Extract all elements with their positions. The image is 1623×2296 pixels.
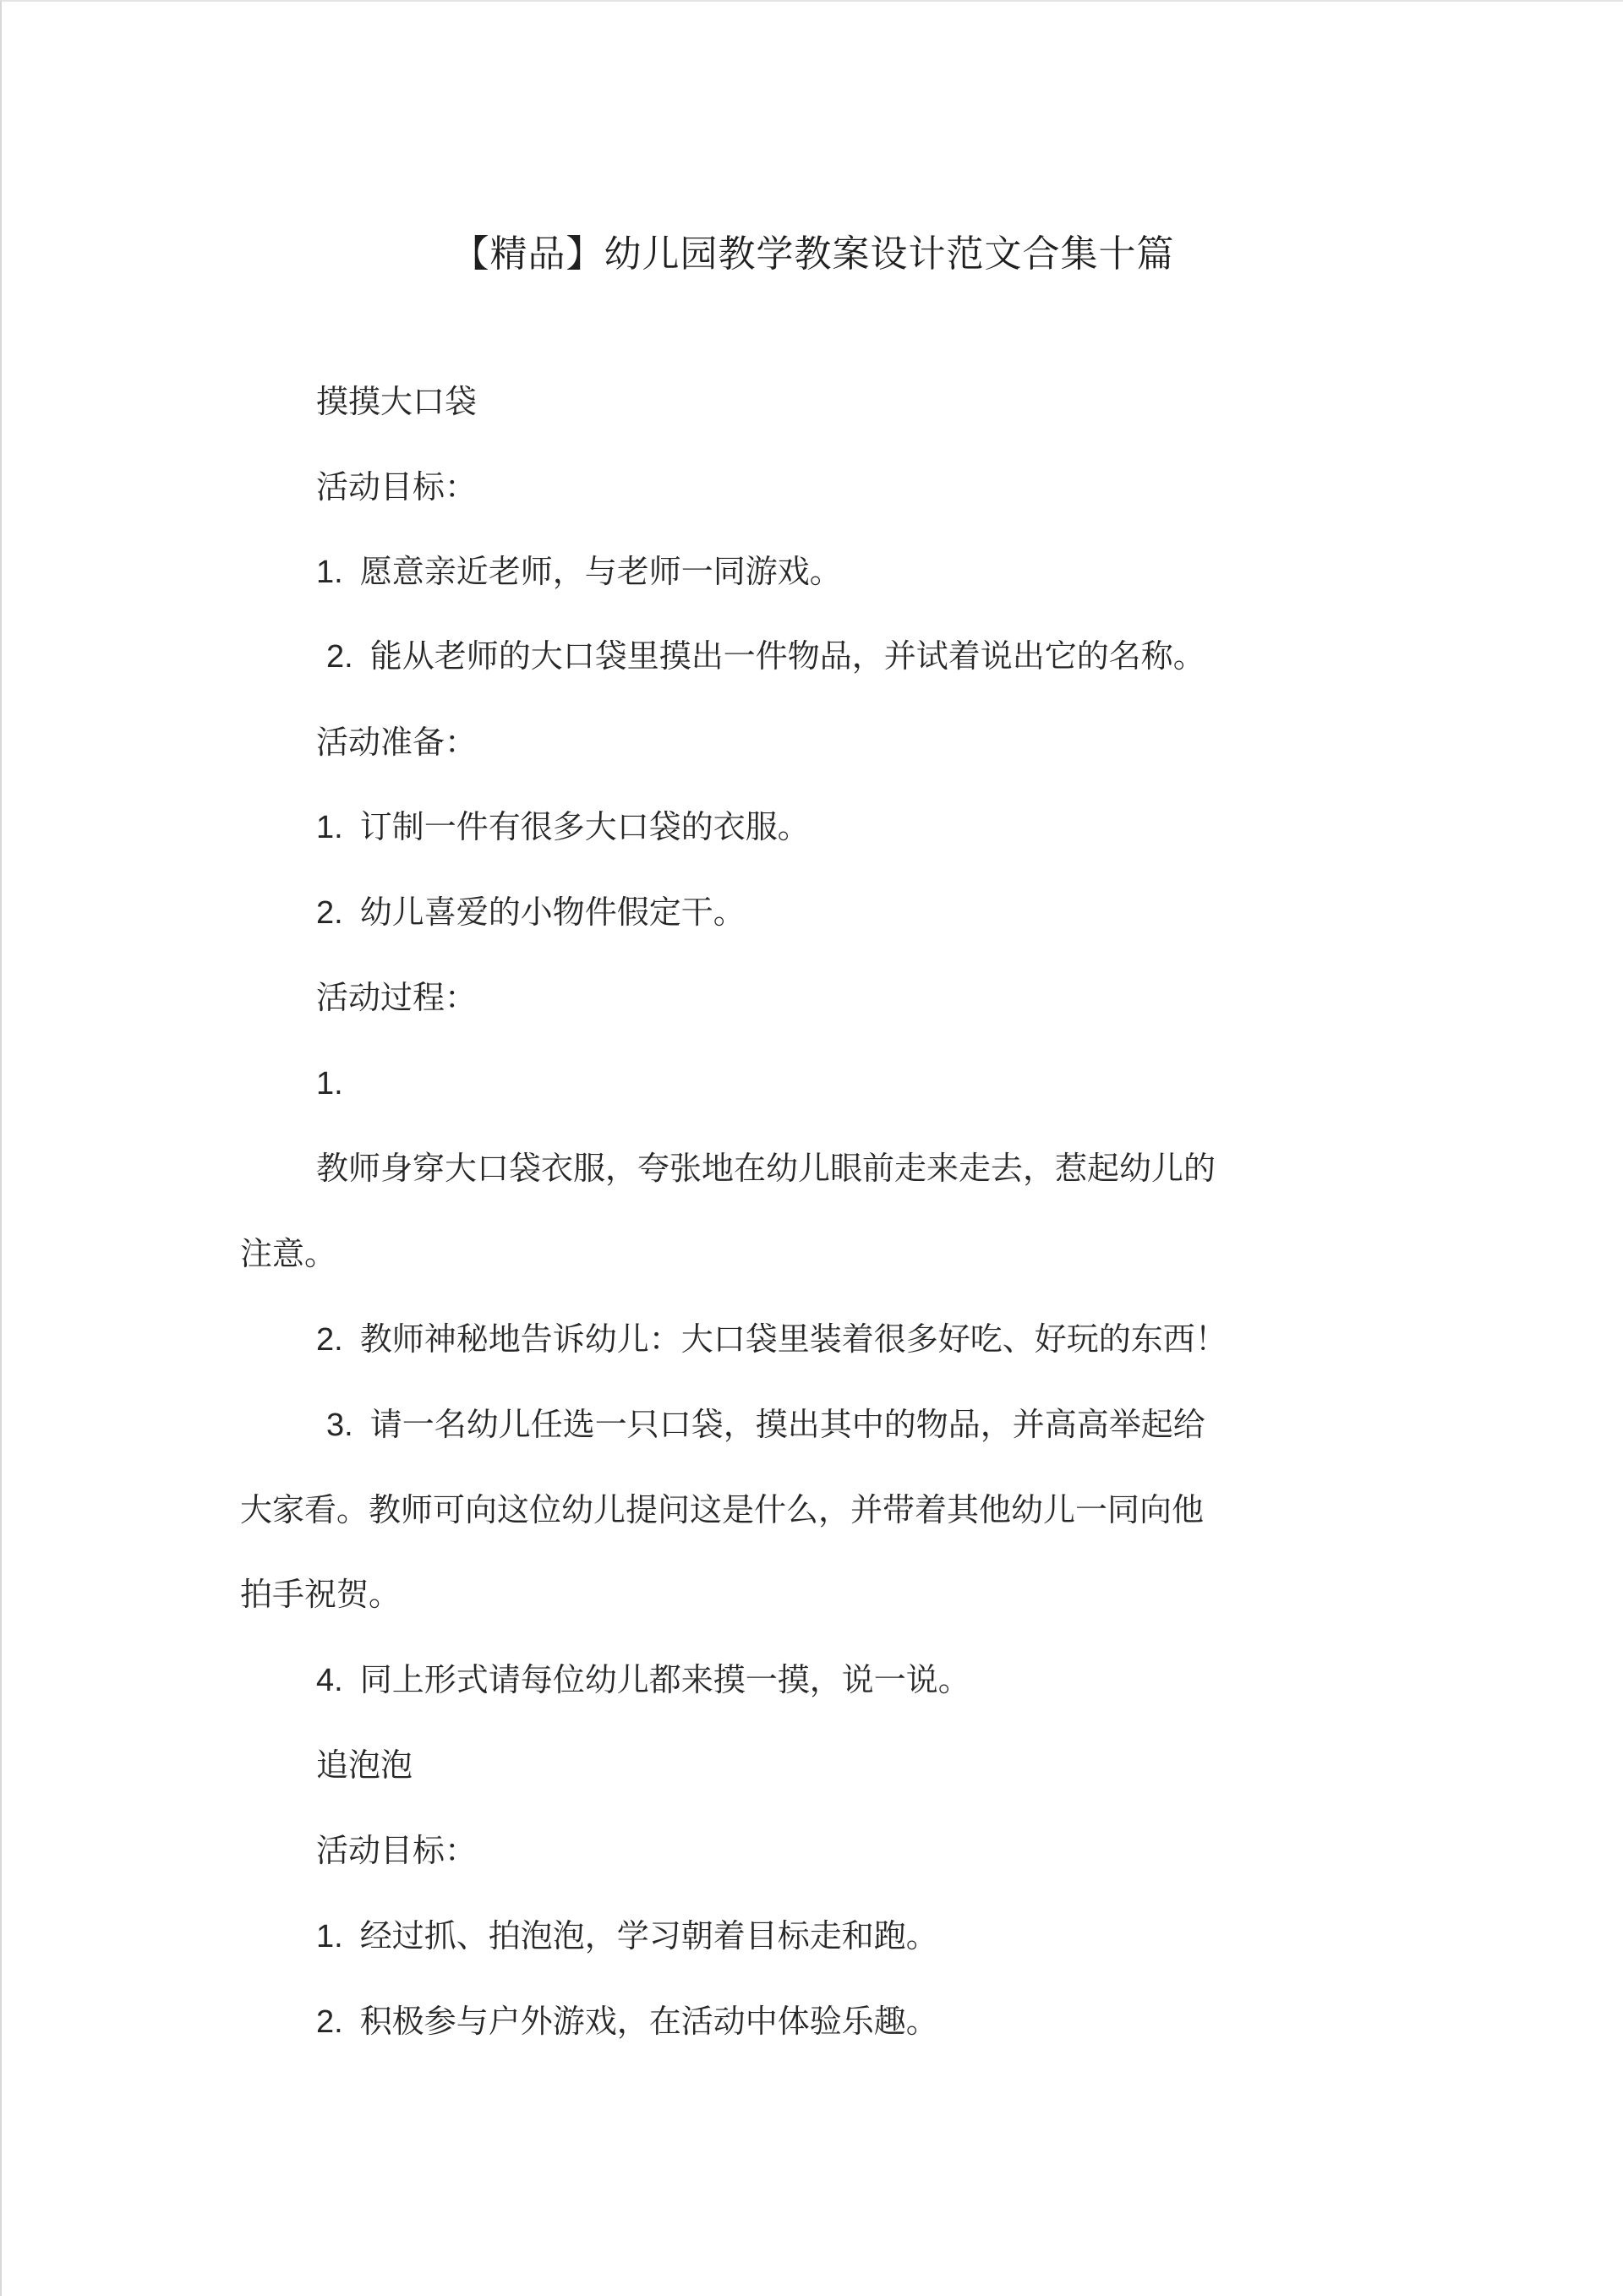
- subheading-prep: 活动准备：: [316, 724, 478, 761]
- list-item: 4. 同上形式请每位幼儿都来摸一摸，说一说。: [316, 1661, 970, 1698]
- subheading-goals-2: 活动目标：: [316, 1832, 478, 1869]
- list-item: 3. 请一名幼儿任选一只口袋，摸出其中的物品，并高高举起给: [326, 1406, 1205, 1443]
- list-item: 1. 愿意亲近老师，与老师一同游戏。: [316, 553, 842, 590]
- paragraph-line: 注意。: [240, 1235, 337, 1272]
- list-item: 1. 经过抓、拍泡泡，学习朝着目标走和跑。: [316, 1917, 938, 1954]
- paragraph-line: 拍手祝贺。: [240, 1576, 402, 1613]
- subheading-process: 活动过程：: [316, 979, 478, 1016]
- list-item: 1. 订制一件有很多大口袋的衣服。: [316, 808, 810, 845]
- list-item: 1.: [316, 1066, 343, 1102]
- list-item: 2. 教师神秘地告诉幼儿：大口袋里装着很多好吃、好玩的东西！: [316, 1320, 1227, 1358]
- list-item: 2. 积极参与户外游戏，在活动中体验乐趣。: [316, 2003, 938, 2040]
- document-title: 【精品】幼儿园教学教案设计范文合集十篇: [451, 232, 1175, 276]
- list-item: 2. 能从老师的大口袋里摸出一件物品，并试着说出它的名称。: [326, 637, 1205, 675]
- list-item: 2. 幼儿喜爱的小物件假定干。: [316, 894, 746, 931]
- paragraph-line: 教师身穿大口袋衣服，夸张地在幼儿眼前走来走去，惹起幼儿的: [316, 1150, 1216, 1187]
- subheading-goals-1: 活动目标：: [316, 468, 478, 506]
- section-heading-2: 追泡泡: [316, 1747, 413, 1784]
- paragraph-line: 大家看。教师可向这位幼儿提问这是什么，并带着其他幼儿一同向他: [240, 1491, 1205, 1528]
- section-heading-1: 摸摸大口袋: [316, 383, 478, 420]
